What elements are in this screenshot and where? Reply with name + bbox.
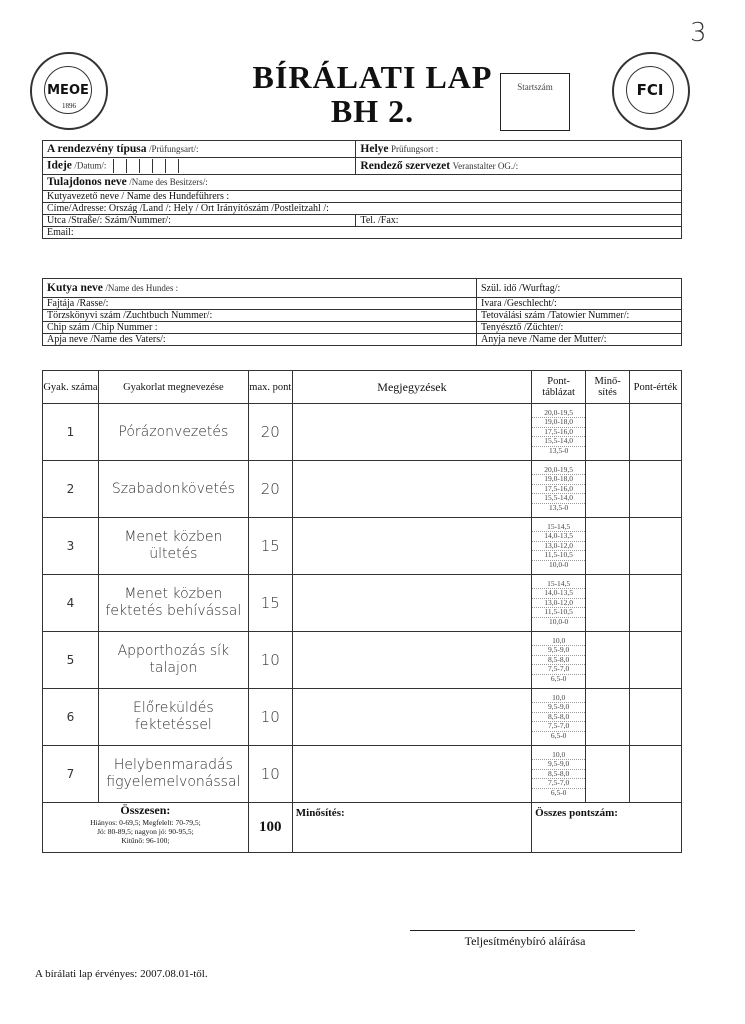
exercise-max-points: 15 xyxy=(248,575,292,632)
point-range: 20,0-19,5 xyxy=(532,466,585,476)
point-range: 8,5-8,0 xyxy=(532,713,585,723)
exercise-row xyxy=(43,632,682,689)
tattoo-field[interactable]: Tetoválási szám /Tatowier Nummer/: xyxy=(477,310,682,322)
exercise-number: 7 xyxy=(43,746,99,803)
address-field[interactable]: Címe/Adresse: Ország /Land /: Hely / Ort Irányítószám /Postleitzahl /: xyxy=(43,203,682,215)
exercise-point-table xyxy=(532,461,586,518)
street-field[interactable]: Utca /Straße/: Szám/Nummer/: xyxy=(43,215,356,227)
exercise-row xyxy=(43,746,682,803)
col-pointtable-header: Pont-táblázat xyxy=(532,371,586,404)
point-range: 6,5-0 xyxy=(550,787,567,797)
rating-field[interactable]: Minősítés: xyxy=(292,803,531,853)
exercise-notes[interactable] xyxy=(292,746,531,803)
exercise-name: Előreküldés fektetéssel xyxy=(98,689,248,746)
exercise-rating[interactable] xyxy=(586,632,630,689)
breed-field[interactable]: Fajtája /Rasse/: xyxy=(43,298,477,310)
exercise-row xyxy=(43,404,682,461)
exercise-number: 6 xyxy=(43,689,99,746)
start-number-label: Startszám xyxy=(517,82,553,92)
exercise-number: 2 xyxy=(43,461,99,518)
event-type-field[interactable]: A rendezvény típusa /Prüfungsart/: xyxy=(43,141,356,158)
point-range: 13,5-0 xyxy=(548,502,569,512)
point-range: 9,5-9,0 xyxy=(532,760,585,770)
point-range: 14,0-13,5 xyxy=(532,589,585,599)
fci-logo-text: FCI xyxy=(626,66,674,114)
exercise-notes[interactable] xyxy=(292,632,531,689)
exercise-number: 5 xyxy=(43,632,99,689)
exercise-rating[interactable] xyxy=(586,746,630,803)
point-range: 19,0-18,0 xyxy=(532,418,585,428)
total-max-points: 100 xyxy=(248,803,292,853)
handler-field[interactable]: Kutyavezető neve / Name des Hundeführers : xyxy=(43,191,682,203)
point-range: 10,0-0 xyxy=(548,559,569,569)
point-range: 7,5-7,0 xyxy=(532,665,585,675)
point-range: 20,0-19,5 xyxy=(532,409,585,419)
point-range: 7,5-7,0 xyxy=(532,779,585,789)
email-field[interactable]: Email: xyxy=(43,227,682,239)
point-range: 6,5-0 xyxy=(550,673,567,683)
exercise-score[interactable] xyxy=(630,461,682,518)
exercise-score[interactable] xyxy=(630,632,682,689)
point-range: 15-14,5 xyxy=(532,580,585,590)
form-title-line1: BÍRÁLATI LAP xyxy=(252,59,493,95)
exercise-rating[interactable] xyxy=(586,404,630,461)
sex-field[interactable]: Ivara /Geschlecht/: xyxy=(477,298,682,310)
start-number-box[interactable] xyxy=(500,73,570,131)
exercise-notes[interactable] xyxy=(292,689,531,746)
exercise-name: Menet közben ültetés xyxy=(98,518,248,575)
exercise-notes[interactable] xyxy=(292,461,531,518)
col-name-header: Gyakorlat megnevezése xyxy=(98,371,248,404)
dog-block xyxy=(42,278,682,346)
point-range: 13,5-0 xyxy=(548,445,569,455)
point-range: 13,0-12,0 xyxy=(532,542,585,552)
col-rating-header: Minő-sítés xyxy=(586,371,630,404)
point-range: 7,5-7,0 xyxy=(532,722,585,732)
total-points-field[interactable]: Összes pontszám: xyxy=(532,803,682,853)
point-range: 13,0-12,0 xyxy=(532,599,585,609)
meoe-logo-year: 1896 xyxy=(62,102,76,110)
exercise-row xyxy=(43,518,682,575)
point-range: 11,5-10,5 xyxy=(532,608,585,618)
exercise-score[interactable] xyxy=(630,518,682,575)
col-max-header: max. pont xyxy=(248,371,292,404)
exercise-point-table xyxy=(532,575,586,632)
exercise-point-table xyxy=(532,518,586,575)
exercise-row xyxy=(43,689,682,746)
point-range: 15,5-14,0 xyxy=(532,494,585,504)
point-range: 14,0-13,5 xyxy=(532,532,585,542)
meoe-logo-text: MEOE xyxy=(44,66,92,114)
page-number: 3 xyxy=(690,18,707,48)
chip-field[interactable]: Chip szám /Chip Nummer : xyxy=(43,322,477,334)
point-range: 15,5-14,0 xyxy=(532,437,585,447)
point-range: 10,0 xyxy=(532,751,585,761)
mother-field[interactable]: Anyja neve /Name der Mutter/: xyxy=(477,334,682,346)
point-range: 10,0 xyxy=(532,637,585,647)
point-range: 8,5-8,0 xyxy=(532,656,585,666)
scale-line-2: Jó: 80-89,5; nagyon jó: 90-95,5; xyxy=(97,827,194,836)
exercise-score[interactable] xyxy=(630,575,682,632)
event-owner-block xyxy=(42,140,682,239)
form-title-line2: BH 2. xyxy=(330,93,415,129)
breeder-field[interactable]: Tenyésztő /Züchter/: xyxy=(477,322,682,334)
exercise-max-points: 20 xyxy=(248,461,292,518)
point-range: 17,5-16,0 xyxy=(532,485,585,495)
scoring-table xyxy=(42,370,682,853)
point-range: 15-14,5 xyxy=(532,523,585,533)
exercise-point-table xyxy=(532,746,586,803)
point-range: 9,5-9,0 xyxy=(532,703,585,713)
scale-line-1: Hiányos: 0-69,5; Megfelelt: 70-79,5; xyxy=(90,818,201,827)
exercise-point-table xyxy=(532,689,586,746)
dog-name-field[interactable]: Kutya neve /Name des Hundes : xyxy=(43,279,477,298)
exercise-point-table xyxy=(532,632,586,689)
scale-line-3: Kitűnő: 96-100; xyxy=(121,836,170,845)
point-range: 10,0 xyxy=(532,694,585,704)
exercise-notes[interactable] xyxy=(292,404,531,461)
phone-field[interactable]: Tel. /Fax: xyxy=(356,215,682,227)
exercise-max-points: 10 xyxy=(248,632,292,689)
exercise-rating[interactable] xyxy=(586,575,630,632)
exercise-rating[interactable] xyxy=(586,689,630,746)
total-cell xyxy=(43,803,249,853)
total-label: Összesen: xyxy=(120,803,171,817)
birth-date-field[interactable]: Szül. idő /Wurftag/: xyxy=(477,279,682,298)
exercise-name: Menet közben fektetés behívással xyxy=(98,575,248,632)
exercise-name: Helybenmaradás figyelemelvonással xyxy=(98,746,248,803)
event-date-field[interactable]: Ideje /Datum/: xyxy=(43,158,356,175)
exercise-number: 3 xyxy=(43,518,99,575)
exercise-max-points: 10 xyxy=(248,689,292,746)
col-notes-header: Megjegyzések xyxy=(292,371,531,404)
exercise-score[interactable] xyxy=(630,689,682,746)
point-range: 17,5-16,0 xyxy=(532,428,585,438)
point-range: 8,5-8,0 xyxy=(532,770,585,780)
exercise-score[interactable] xyxy=(630,746,682,803)
point-range: 9,5-9,0 xyxy=(532,646,585,656)
exercise-point-table xyxy=(532,404,586,461)
exercise-notes[interactable] xyxy=(292,575,531,632)
exercise-name: Pórázonvezetés xyxy=(98,404,248,461)
point-range: 19,0-18,0 xyxy=(532,475,585,485)
fci-logo xyxy=(612,52,690,130)
exercise-max-points: 10 xyxy=(248,746,292,803)
exercise-name: Szabadonkövetés xyxy=(98,461,248,518)
exercise-rating[interactable] xyxy=(586,518,630,575)
owner-name-field[interactable]: Tulajdonos neve /Name des Besitzers/: xyxy=(43,175,682,191)
point-range: 10,0-0 xyxy=(548,616,569,626)
col-num-header: Gyak. száma xyxy=(43,371,99,404)
exercise-score[interactable] xyxy=(630,404,682,461)
father-field[interactable]: Apja neve /Name des Vaters/: xyxy=(43,334,477,346)
signature-label: Teljesítménybíró aláírása xyxy=(464,934,586,948)
exercise-name: Apporthozás sík talajon xyxy=(98,632,248,689)
studbook-field[interactable]: Törzskönyvi szám /Zuchtbuch Nummer/: xyxy=(43,310,477,322)
organizer-field[interactable]: Rendező szervezet Veranstalter OG./: xyxy=(356,158,682,175)
footer-validity: A bírálati lap érvényes: 2007.08.01-től. xyxy=(35,968,208,980)
event-place-field[interactable]: Helye Prüfungsort : xyxy=(356,141,682,158)
exercise-max-points: 15 xyxy=(248,518,292,575)
exercise-max-points: 20 xyxy=(248,404,292,461)
exercise-row xyxy=(43,575,682,632)
exercise-rating[interactable] xyxy=(586,461,630,518)
point-range: 6,5-0 xyxy=(550,730,567,740)
signature-line[interactable] xyxy=(410,930,635,931)
exercise-number: 1 xyxy=(43,404,99,461)
point-range: 11,5-10,5 xyxy=(532,551,585,561)
exercise-row xyxy=(43,461,682,518)
exercise-notes[interactable] xyxy=(292,518,531,575)
exercise-number: 4 xyxy=(43,575,99,632)
col-value-header: Pont-érték xyxy=(630,371,682,404)
